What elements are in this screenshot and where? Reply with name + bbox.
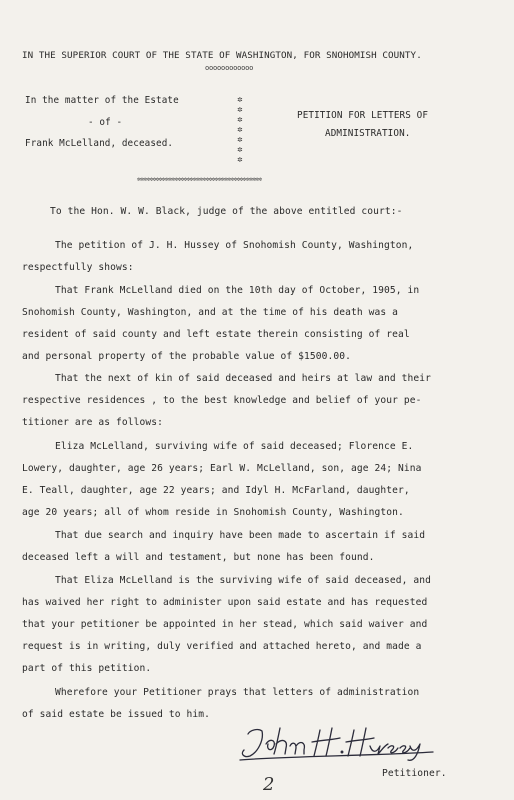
caption-star: ✲: [237, 135, 243, 145]
caption-star: ✲: [237, 145, 243, 155]
caption-of-line: - of -: [88, 117, 123, 128]
petition-title-line-1: PETITION FOR LETTERS OF: [297, 110, 429, 121]
caption-star: ✲: [237, 125, 243, 135]
caption-star-column: [235, 95, 245, 165]
body-line: respective residences , to the best knowledge and belief of your pe-: [22, 395, 422, 406]
petition-title-line-2: ADMINISTRATION.: [325, 128, 411, 139]
body-line: of said estate be issued to him.: [22, 709, 211, 720]
body-line: request is in writing, duly verified and attached hereto, and made a: [22, 641, 422, 652]
body-line: age 20 years; all of whom reside in Snohomish County, Washington.: [22, 507, 404, 518]
body-line: Eliza McLelland, surviving wife of said deceased; Florence E.: [55, 441, 414, 452]
caption-star: ✲: [237, 115, 243, 125]
body-line: That Frank McLelland died on the 10th day of October, 1905, in: [55, 285, 420, 296]
body-line: has waived her right to administer upon said estate and has requested: [22, 597, 428, 608]
body-line: The petition of J. H. Hussey of Snohomish County, Washington,: [55, 240, 414, 251]
body-line: and personal property of the probable value of $1500.00.: [22, 351, 352, 362]
body-line: part of this petition.: [22, 663, 152, 674]
caption-deceased-line: Frank McLelland, deceased.: [25, 138, 174, 149]
body-line: Lowery, daughter, age 26 years; Earl W. McLelland, son, age 24; Nina: [22, 463, 422, 474]
page-number: 2: [263, 774, 275, 795]
caption-star: ✲: [237, 155, 243, 165]
body-line: That Eliza McLelland is the surviving wife of said deceased, and: [55, 575, 432, 586]
body-line: respectfully shows:: [22, 262, 134, 273]
body-line: deceased left a will and testament, but none has been found.: [22, 552, 375, 563]
heading-ornament: oooooooooooo: [205, 64, 254, 72]
body-line: Snohomish County, Washington, and at the time of his death was a: [22, 307, 399, 318]
caption-estate-line: In the matter of the Estate: [25, 95, 179, 106]
body-line: Wherefore your Petitioner prays that letters of administration: [55, 687, 420, 698]
caption-star: ✲: [237, 95, 243, 105]
petitioner-label: Petitioner.: [382, 768, 447, 779]
body-line: E. Teall, daughter, age 22 years; and Idyl H. McFarland, daughter,: [22, 485, 410, 496]
body-line: that your petitioner be appointed in her stead, which said waiver and: [22, 619, 428, 630]
salutation: To the Hon. W. W. Black, judge of the above entitled court:-: [50, 206, 403, 217]
court-heading: IN THE SUPERIOR COURT OF THE STATE OF WASHINGTON, FOR SNOHOMISH COUNTY.: [22, 50, 422, 61]
body-line: resident of said county and left estate therein consisting of real: [22, 329, 410, 340]
handwritten-signature: [228, 722, 438, 762]
caption-divider: ✲✲✲✲✲✲✲✲✲✲✲✲✲✲✲✲✲✲✲✲✲✲✲✲✲✲✲✲✲✲✲✲✲✲✲✲✲✲✲✲: [137, 175, 262, 183]
body-line: That due search and inquiry have been made to ascertain if said: [55, 530, 426, 541]
body-line: titioner are as follows:: [22, 417, 164, 428]
body-line: That the next of kin of said deceased and heirs at law and their: [55, 373, 432, 384]
caption-star: ✲: [237, 105, 243, 115]
